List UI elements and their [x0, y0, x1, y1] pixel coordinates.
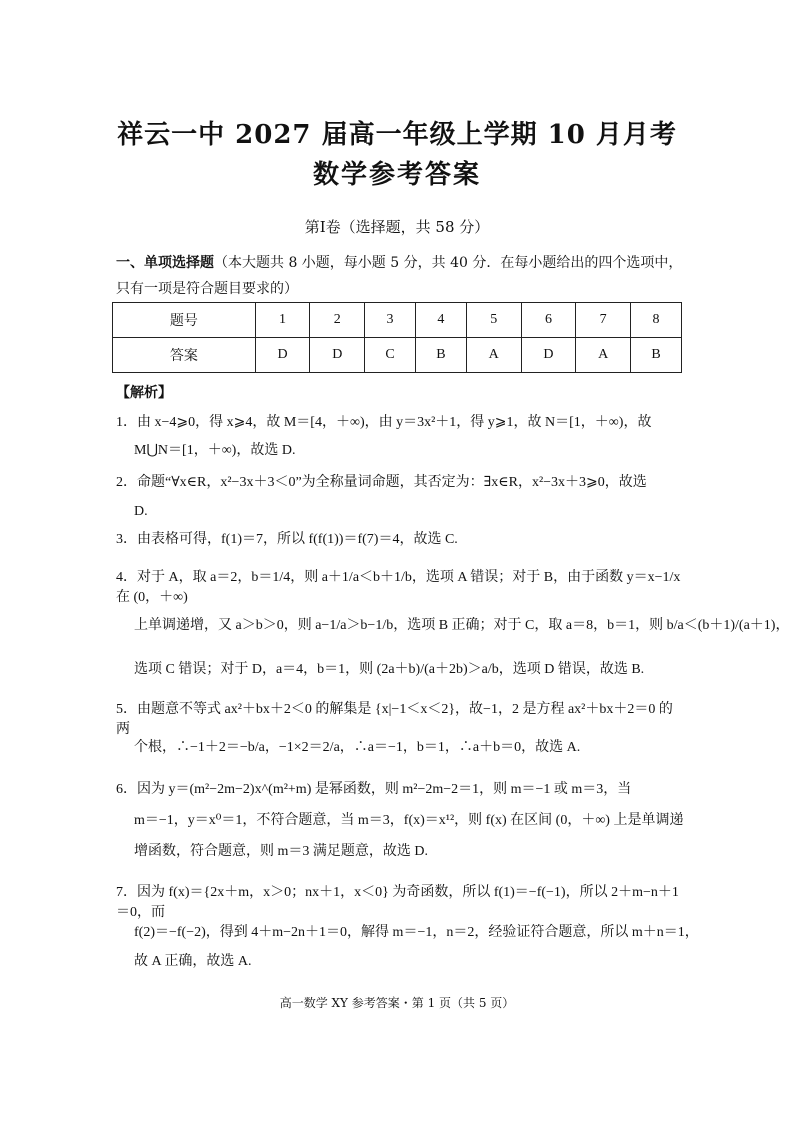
document-title: 祥云一中 2027 届高一年级上学期 10 月月考 [117, 120, 677, 150]
section-description: （本大题共 8 小题，每小题 5 分，共 40 分．在每小题给出的四个选项中，只有一项是符合题目要求的） [116, 255, 683, 297]
question-number-cell: 8 [631, 303, 682, 338]
solution-line: 增函数，符合题意，则 m＝3 满足题意，故选 D. [134, 844, 428, 859]
section-intro [116, 250, 686, 302]
table-header-cell: 答案 [113, 338, 256, 373]
analysis-label: 【解析】 [116, 385, 172, 401]
solution-line: 1．由 x−4⩾0，得 x⩾4，故 M＝[4，＋∞)，由 y＝3x²＋1，得 y⩾1，故 N＝[1，＋∞)，故 [116, 415, 652, 430]
solution-line: 故 A 正确，故选 A. [134, 954, 252, 969]
solution-line: 3．由表格可得，f(1)＝7，所以 f(f(1))＝f(7)＝4，故选 C. [116, 532, 458, 547]
question-number-cell: 6 [521, 303, 576, 338]
answer-cell: D [255, 338, 310, 373]
answer-cell: C [365, 338, 416, 373]
question-number-cell: 2 [310, 303, 365, 338]
answer-cell: A [466, 338, 521, 373]
question-number-cell: 1 [255, 303, 310, 338]
solution-line: 5．由题意不等式 ax²＋bx＋2＜0 的解集是 {x|−1＜x＜2}，故−1，2 是方程 ax²＋bx＋2＝0 的两 [116, 702, 673, 737]
answer-cell: A [576, 338, 631, 373]
page-footer: 高一数学 XY 参考答案・第 1 页（共 5 页） [279, 996, 515, 1010]
document-subtitle: 数学参考答案 [312, 160, 481, 190]
table-header-cell: 题号 [113, 303, 256, 338]
solution-line: 个根，∴−1＋2＝−b/a，−1×2＝2/a，∴a＝−1，b＝1，∴a＋b＝0，故选 A. [134, 740, 581, 755]
solution-line: 上单调递增，又 a＞b＞0，则 a−1/a＞b−1/b，选项 B 正确；对于 C，取 a＝8，b＝1，则 b/a＜(b＋1)/(a＋1)， [134, 618, 790, 633]
solution-line: 7．因为 f(x)＝{2x＋m，x＞0；nx＋1，x＜0} 为奇函数，所以 f(1)＝−f(−1)，所以 2＋m−n＋1＝0，而 [116, 885, 679, 920]
table-row-answers [113, 338, 682, 373]
table-row-numbers [113, 303, 682, 338]
solution-line: m＝−1，y＝x⁰＝1，不符合题意，当 m＝3，f(x)＝x¹²，则 f(x) 在区间 (0，＋∞) 上是单调递 [134, 813, 684, 828]
answer-cell: D [310, 338, 365, 373]
solution-line: M⋃N＝[1，＋∞)，故选 D. [134, 443, 296, 458]
solution-line: 选项 C 错误；对于 D，a＝4，b＝1，则 (2a＋b)/(a＋2b)＞a/b，选项 D 错误，故选 B. [134, 662, 645, 677]
question-number-cell: 4 [415, 303, 466, 338]
answer-cell: B [415, 338, 466, 373]
part-heading: 第Ⅰ卷（选择题，共 58 分） [304, 218, 490, 236]
section-heading: 一、单项选择题 [116, 255, 214, 271]
question-number-cell: 5 [466, 303, 521, 338]
solution-line: 6．因为 y＝(m²−2m−2)x^(m²+m) 是幂函数，则 m²−2m−2＝1，则 m＝−1 或 m＝3，当 [116, 782, 632, 797]
solution-line: 4．对于 A，取 a＝2，b＝1/4，则 a＋1/a＜b＋1/b，选项 A 错误；对于 B，由于函数 y＝x−1/x 在 (0，＋∞) [116, 570, 681, 605]
answer-cell: B [631, 338, 682, 373]
answer-table [112, 302, 682, 373]
solution-line: 2．命题“∀x∈R，x²−3x＋3＜0”为全称量词命题，其否定为：∃x∈R，x²−3x＋3⩾0，故选 [116, 475, 647, 490]
question-number-cell: 7 [576, 303, 631, 338]
solution-line: D. [134, 504, 148, 519]
solution-line: f(2)＝−f(−2)，得到 4＋m−2n＋1＝0，解得 m＝−1，n＝2，经验证符合题意，所以 m＋n＝1， [134, 925, 699, 940]
question-number-cell: 3 [365, 303, 416, 338]
answer-cell: D [521, 338, 576, 373]
